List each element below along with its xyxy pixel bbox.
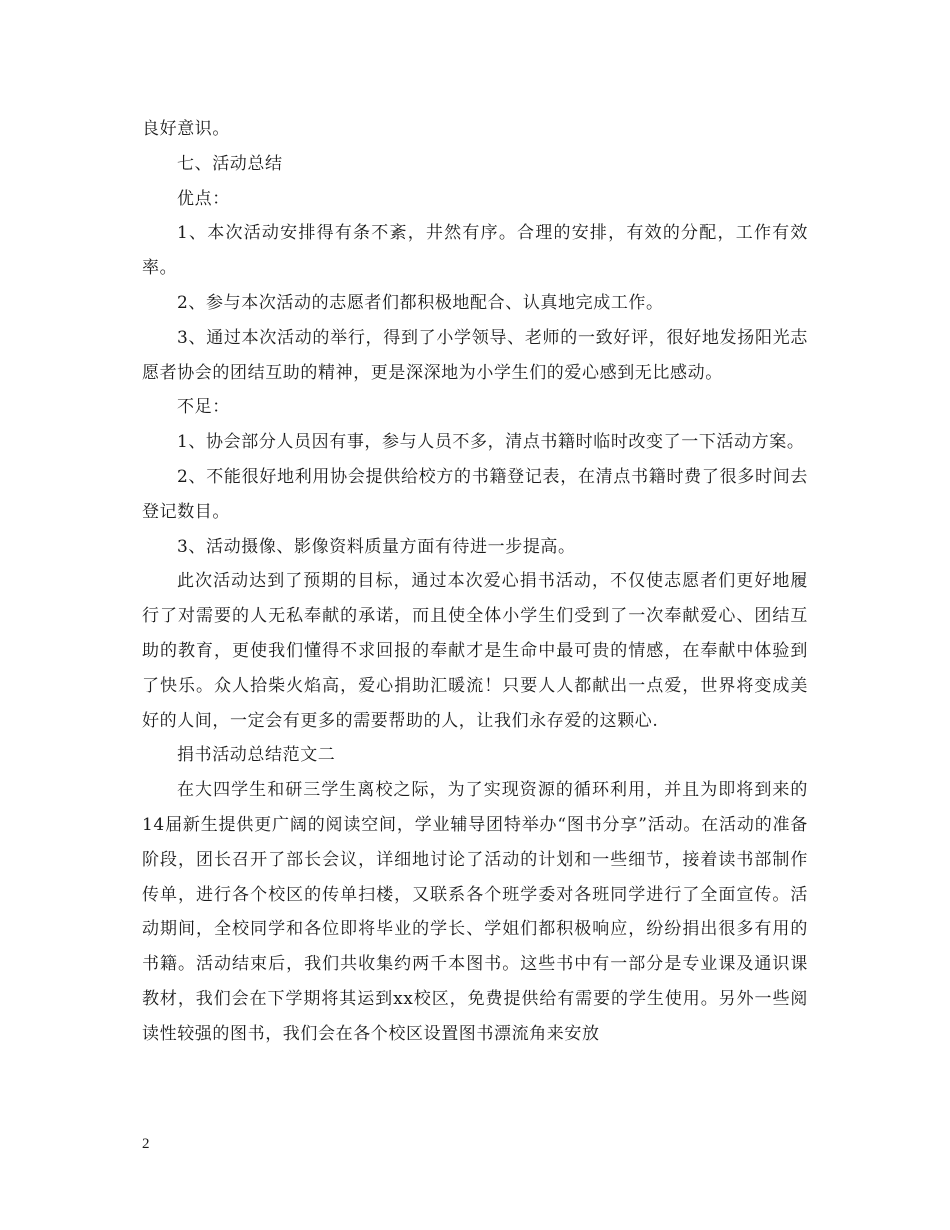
list-item: 3、活动摄像、影像资料质量方面有待进一步提高。 xyxy=(177,536,576,557)
page-number: 2 xyxy=(142,1136,150,1152)
list-item: 3、通过本次活动的举行，得到了小学领导、老师的一致好评，很好地发扬阳光志愿者协会的团结互助的精神，更是深深地为小学生们的爱心感到无比感动。 xyxy=(142,327,808,383)
list-item: 2、参与本次活动的志愿者们都积极地配合、认真地完成工作。 xyxy=(177,292,664,313)
list-item: 2、不能很好地利用协会提供给校方的书籍登记表，在清点书籍时费了很多时间去登记数目。 xyxy=(142,466,808,522)
subheading-advantages: 优点： xyxy=(177,188,230,209)
list-item: 1、协会部分人员因有事，参与人员不多，清点书籍时临时改变了一下活动方案。 xyxy=(177,432,805,453)
subheading-shortcomings: 不足： xyxy=(177,397,230,418)
document-body xyxy=(142,112,808,1052)
list-item: 1、本次活动安排得有条不紊，井然有序。合理的安排，有效的分配，工作有效率。 xyxy=(142,223,808,279)
paragraph: 良好意识。 xyxy=(142,119,230,139)
paragraph: 此次活动达到了预期的目标，通过本次爱心捐书活动，不仅使志愿者们更好地履行了对需要的人无私奉献的承诺，而且使全体小学生们受到了一次奉献爱心、团结互助的教育，更使我们懂得不求回报的奉献才是生命中最可贵的情感，在奉献中体验到了快乐。众人拾柴火焰高，爱心捐助汇暖流！只要人人都献出一点爱，世界将变成美好的人间，一定会有更多的需要帮助的人，让我们永存爱的这颗心. xyxy=(142,571,808,731)
article-title: 捐书活动总结范文二 xyxy=(177,745,336,766)
section-heading: 七、活动总结 xyxy=(177,153,283,174)
paragraph: 在大四学生和研三学生离校之际，为了实现资源的循环利用，并且为即将到来的14届新生提供更广阔的阅读空间，学业辅导团特举办“图书分享”活动。在活动的准备阶段，团长召开了部长会议，详细地讨论了活动的计划和一些细节，接着读书部制作传单，进行各个校区的传单扫楼，又联系各个班学委对各班同学进行了全面宣传。活动期间，全校同学和各位即将毕业的学长、学姐们都积极响应，纷纷捐出很多有用的书籍。活动结束后，我们共收集约两千本图书。这些书中有一部分是专业课及通识课教材，我们会在下学期将其运到xx校区，免费提供给有需要的学生使用。另外一些阅读性较强的图书，我们会在各个校区设置图书漂流角来安放 xyxy=(142,780,808,1044)
